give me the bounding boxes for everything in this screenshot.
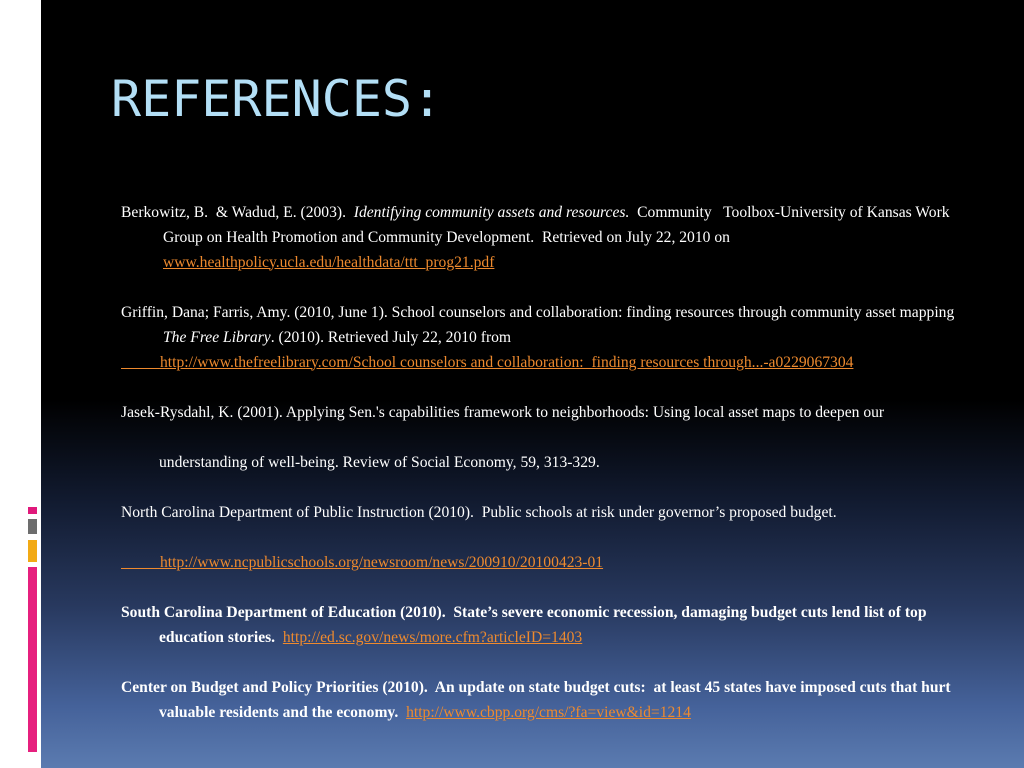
reference-citation: Griffin, Dana; Farris, Amy. (2010, June 1). School counselors and collaboration: finding resources through community asset mapping [121, 303, 955, 321]
slide-title: REFERENCES: [111, 70, 443, 128]
reference-citation: South Carolina Department of Education (2010). State’s severe economic recession, damaging budget cuts lend list of top [121, 603, 927, 621]
reference-entry [121, 675, 1001, 725]
reference-line [121, 400, 1001, 425]
reference-citation: valuable residents and the economy. [159, 703, 407, 721]
reference-citation: Berkowitz, B. & Wadud, E. (2003). [121, 203, 354, 221]
reference-list [121, 200, 1001, 750]
reference-citation: Center on Budget and Policy Priorities (2010). An update on state budget cuts: at least 45 states have imposed cuts that hurt [121, 678, 951, 696]
reference-line [121, 550, 1001, 575]
reference-entry [121, 600, 1001, 650]
reference-entry [121, 500, 1001, 575]
reference-line [121, 600, 1001, 625]
reference-link[interactable]: http://www.thefreelibrary.com/School counselors and collaboration: finding resources through...-a0229067304 [159, 353, 854, 371]
reference-citation: education stories. [159, 628, 283, 646]
reference-line [121, 350, 1001, 375]
accent-bar [28, 540, 37, 562]
reference-title: Identifying community assets and resources. [353, 203, 630, 221]
accent-bar [28, 567, 37, 752]
reference-link[interactable]: http://www.ncpublicschools.org/newsroom/news/200910/20100423-01 [159, 553, 604, 571]
reference-line [121, 500, 1001, 525]
reference-line [121, 675, 1001, 700]
reference-link[interactable]: http://ed.sc.gov/news/more.cfm?articleID=1403 [282, 628, 583, 646]
reference-link[interactable]: www.healthpolicy.ucla.edu/healthdata/ttt_prog21.pdf [163, 253, 495, 271]
reference-entry [121, 200, 1001, 275]
reference-entry [121, 400, 1001, 475]
reference-line [121, 325, 1001, 350]
reference-citation: understanding of well-being. Review of Social Economy, 59, 313-329. [159, 453, 600, 471]
reference-link[interactable]: http://www.cbpp.org/cms/?fa=view&id=1214 [406, 703, 691, 721]
reference-retrieved: . (2010). Retrieved July 22, 2010 from [270, 328, 512, 346]
reference-source: Community Toolbox-University of Kansas Work [629, 203, 950, 221]
accent-bar [28, 519, 37, 534]
reference-citation: North Carolina Department of Public Instruction (2010). Public schools at risk under governor’s proposed budget. [121, 503, 837, 521]
reference-publication: The Free Library [163, 328, 271, 346]
reference-line [121, 625, 1001, 650]
reference-line [121, 300, 1001, 325]
reference-line [121, 225, 1001, 250]
reference-line [121, 450, 1001, 475]
reference-source: Group on Health Promotion and Community Development. Retrieved on July 22, 2010 on [163, 228, 730, 246]
reference-entry [121, 300, 1001, 375]
reference-line [121, 250, 1001, 275]
reference-citation: Jasek-Rysdahl, K. (2001). Applying Sen.'s capabilities framework to neighborhoods: Using local asset maps to deepen our [121, 403, 885, 421]
accent-bar [28, 507, 37, 514]
reference-line [121, 200, 1001, 225]
reference-line [121, 700, 1001, 725]
